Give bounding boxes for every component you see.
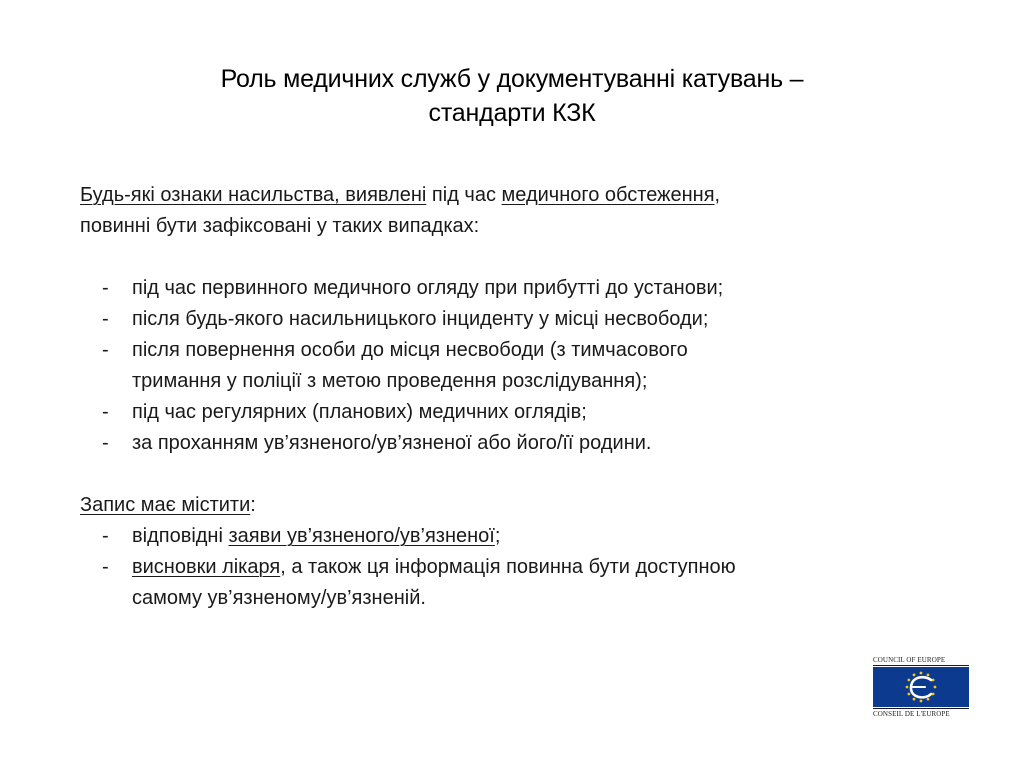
logo-emblem [873,667,969,707]
case-item-5 [80,428,960,459]
record-item-1-semicolon: ; [494,525,501,547]
stars-circle-icon [873,667,969,707]
star-icon [927,673,930,676]
star-icon [913,698,916,701]
record-item-2-rest: , а також ця інформація повинна бути доступною [280,556,736,578]
slide-title [0,62,1024,130]
bullet-dash: - [102,432,109,454]
logo-bottom-text: CONSEIL DE L'EUROPE [873,710,950,718]
intro-line-2: повинні бути зафіксовані у таких випадках: [80,215,480,237]
record-item-1-lead: відповідні [132,525,229,547]
record-item-text-continued: самому ув’язненому/ув’язненій. [132,587,426,609]
star-icon [920,672,923,675]
slide-title-line-1: Роль медичних служб у документуванні катувань – [220,65,804,93]
case-item-text: після повернення особи до місця несвободи (з тимчасового [132,339,688,361]
record-item-2-underlined: висновки лікаря [132,556,281,578]
council-of-europe-logo [873,656,969,718]
record-item-1 [80,521,960,552]
case-item-text: після будь-якого насильницького інциденту у місці несвободи; [132,308,709,330]
record-item-2-continued [80,583,960,614]
slide-title-line-2: стандарти КЗК [428,99,596,127]
record-item-text [132,521,500,552]
case-item-text-continued: тримання у поліції з метою проведення розслідування); [132,370,648,392]
bullet-dash: - [102,339,109,361]
case-item-text: під час регулярних (планових) медичних оглядів; [132,401,587,423]
intro-underlined-signs: Будь-які ознаки насильства, виявлені [80,184,427,206]
record-heading-line [80,490,960,521]
bullet-dash: - [102,401,109,423]
star-icon [913,673,916,676]
case-item-3 [80,335,960,366]
case-item-text: під час первинного медичного огляду при прибутті до установи; [132,277,724,299]
logo-top-text: COUNCIL OF EUROPE [873,656,946,664]
logo-divider [873,665,969,666]
case-item-text: за проханням ув’язненого/ув’язненої або його/її родини. [132,432,652,454]
intro-comma: , [714,184,721,206]
case-item-2 [80,304,960,335]
intro-underlined-exam: медичного обстеження [501,184,715,206]
star-icon [906,686,909,689]
record-colon: : [250,494,256,516]
star-icon [934,686,937,689]
case-item-4 [80,397,960,428]
bullet-dash: - [102,525,109,547]
spacer [80,459,960,490]
bullet-dash: - [102,556,109,578]
record-item-text [132,552,736,583]
bullet-dash: - [102,277,109,299]
record-item-2 [80,552,960,583]
bullet-dash: - [102,308,109,330]
star-icon [907,693,910,696]
record-heading: Запис має містити [80,494,251,516]
star-icon [927,698,930,701]
intro-text: під час [426,184,502,206]
star-icon [907,679,910,682]
case-item-1 [80,273,960,304]
intro-line-1 [80,180,960,211]
logo-divider [873,708,969,709]
star-icon [920,700,923,703]
spacer [80,242,960,273]
record-item-1-underlined: заяви ув’язненого/ув’язненої [228,525,495,547]
case-item-3-continued [80,366,960,397]
slide-body [80,180,960,614]
